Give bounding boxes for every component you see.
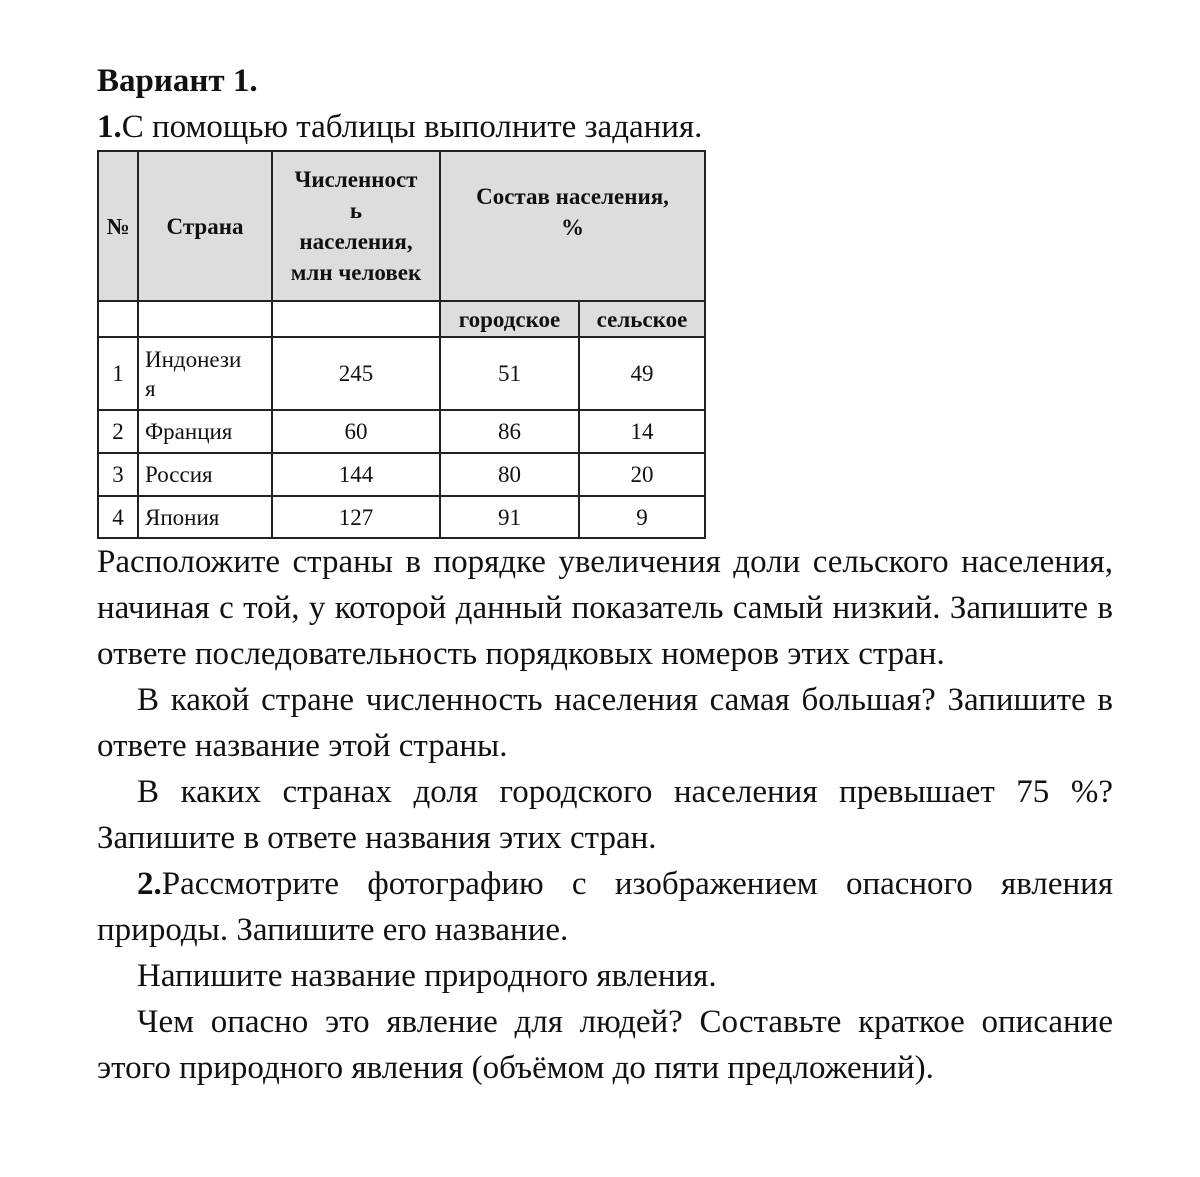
row-country: Япония	[138, 496, 272, 538]
question-phenomenon-name: Напишите название природного явления.	[137, 958, 717, 994]
row-num: 1	[98, 337, 138, 410]
header-population	[272, 151, 440, 301]
header-composition	[440, 151, 705, 301]
question-phenomenon-description: Чем опасно это явление для людей? Составьте краткое описание этого природного явления (объёмом до пяти предложений).	[97, 1004, 1113, 1086]
row-population: 245	[272, 337, 440, 410]
row-country-line: Индонези	[145, 346, 242, 372]
row-rural: 14	[579, 410, 705, 453]
population-table	[97, 150, 706, 539]
subheader-empty	[98, 301, 138, 337]
row-country: Франция	[138, 410, 272, 453]
row-country	[138, 337, 272, 410]
row-population: 127	[272, 496, 440, 538]
header-population-line: Численност	[294, 167, 418, 192]
row-urban: 91	[440, 496, 579, 538]
header-composition-line: Состав населения,	[476, 184, 669, 209]
header-population-line: ь	[349, 198, 363, 223]
row-urban: 51	[440, 337, 579, 410]
document-page	[97, 58, 1113, 1091]
variant-title: Вариант 1.	[97, 63, 258, 99]
task1-number: 1.	[97, 109, 122, 145]
row-urban: 86	[440, 410, 579, 453]
row-num: 3	[98, 453, 138, 496]
task2-number: 2.	[137, 866, 162, 902]
row-num: 4	[98, 496, 138, 538]
task1-heading	[97, 104, 1113, 150]
header-country: Страна	[138, 151, 272, 301]
row-rural: 49	[579, 337, 705, 410]
task2-question	[97, 861, 1113, 953]
row-urban: 80	[440, 453, 579, 496]
question-largest-population: В какой стране численность населения самая большая? Запишите в ответе название этой страны.	[97, 682, 1113, 764]
row-rural: 20	[579, 453, 705, 496]
table-subheader-row	[98, 301, 705, 337]
header-population-line: млн человек	[290, 260, 422, 285]
header-rural: сельское	[579, 301, 705, 337]
row-population: 60	[272, 410, 440, 453]
header-urban: городское	[440, 301, 579, 337]
task1-heading-text: С помощью таблицы выполните задания.	[121, 109, 703, 145]
table-header-row	[98, 151, 705, 301]
header-num: №	[98, 151, 138, 301]
row-num: 2	[98, 410, 138, 453]
row-population: 144	[272, 453, 440, 496]
table-row	[98, 337, 705, 410]
subheader-empty	[272, 301, 440, 337]
row-country-line: я	[145, 375, 156, 401]
row-rural: 9	[579, 496, 705, 538]
question-urban-share: В каких странах доля городского населения превышает 75 %? Запишите в ответе названия этих стран.	[97, 774, 1113, 856]
table-row	[98, 496, 705, 538]
header-composition-line: %	[561, 215, 584, 240]
table-row	[98, 453, 705, 496]
row-country: Россия	[138, 453, 272, 496]
header-population-line: населения,	[299, 229, 413, 254]
subheader-empty	[138, 301, 272, 337]
table-row	[98, 410, 705, 453]
question-rural-order: Расположите страны в порядке увеличения доли сельского населения, начиная с той, у которой данный показатель самый низкий. Запишите в ответе последовательность порядковых номеров этих стран.	[97, 544, 1113, 672]
task2-text: Рассмотрите фотографию с изображением опасного явления природы. Запишите его название.	[97, 866, 1113, 948]
